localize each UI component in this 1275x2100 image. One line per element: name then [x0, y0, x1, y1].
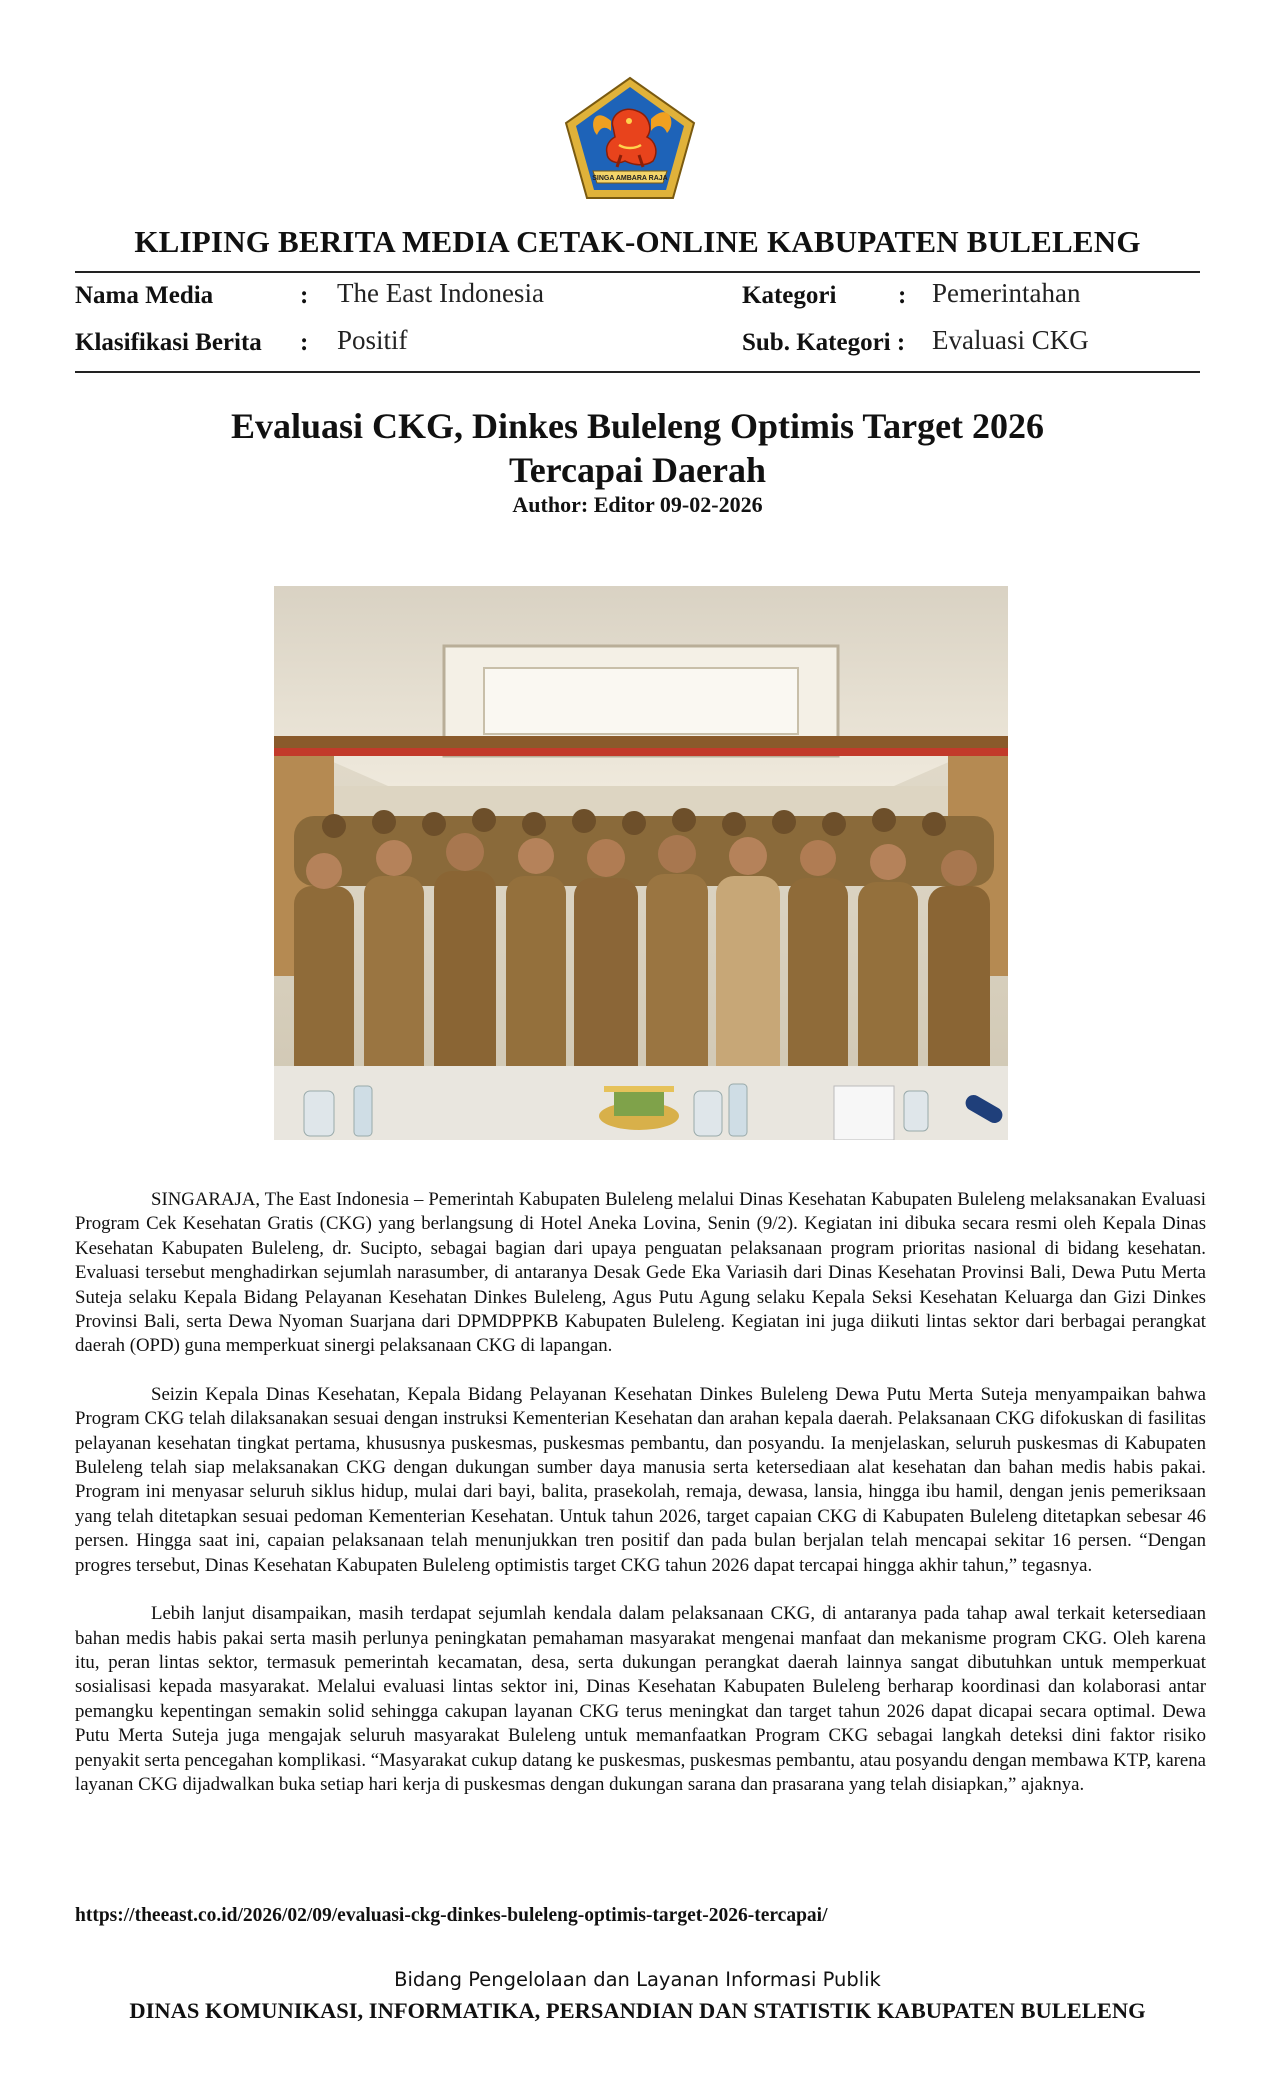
footer-agency-name: DINAS KOMUNIKASI, INFORMATIKA, PERSANDIAN DAN STATISTIK KABUPATEN BULELENG — [129, 1998, 1146, 2023]
news-classification-value: Positif — [337, 325, 408, 355]
media-name-colon: : — [300, 282, 309, 309]
singa-ambara-raja-emblem-icon — [563, 75, 697, 201]
svg-text:SINGA AMBARA RAJA: SINGA AMBARA RAJA — [592, 175, 668, 182]
article-title-line-2: Tercapai Daerah — [509, 450, 766, 490]
category-colon: : — [898, 282, 907, 309]
article-title-line-1: Evaluasi CKG, Dinkes Buleleng Optimis Target 2026 — [230, 406, 1045, 446]
article-body — [75, 1188, 1206, 1821]
footer-division-name: Bidang Pengelolaan dan Layanan Informasi Publik — [394, 1968, 881, 1991]
header-top-divider — [75, 271, 1200, 273]
news-classification-colon: : — [300, 329, 309, 356]
media-name-value: The East Indonesia — [337, 278, 544, 308]
article-source-url[interactable]: https://theeast.co.id/2026/02/09/evaluasi-ckg-dinkes-buleleng-optimis-target-2026-tercapai/ — [75, 1905, 828, 1926]
category-label: Kategori — [742, 282, 837, 309]
article-paragraph-2: Seizin Kepala Dinas Kesehatan, Kepala Bidang Pelayanan Kesehatan Dinkes Buleleng Dewa Putu Merta Suteja menyampaikan bahwa Program CKG telah dilaksanakan sesuai dengan instruksi Kementerian Kesehatan dan arahan kepala daerah. Pelaksanaan CKG difokuskan di fasilitas pelayanan kesehatan tingkat pertama, khususnya puskesmas, puskesmas pembantu, dan posyandu. Ia menjelaskan, seluruh puskesmas di Kabupaten Buleleng telah siap melaksanakan CKG dengan dukungan sumber daya manusia serta ketersediaan alat kesehatan dan bahan medis habis pakai. Program ini menyasar seluruh siklus hidup, mulai dari bayi, balita, prasekolah, remaja, dewasa, lansia, hingga ibu hamil, dengan jenis pemeriksaan yang telah ditetapkan sesuai pedoman Kementerian Kesehatan. Untuk tahun 2026, target capaian CKG di Kabupaten Buleleng ditetapkan sebesar 46 persen. Hingga saat ini, capaian pelaksanaan telah menunjukkan tren positif dan pada bulan berjalan telah mencapai sekitar 16 persen. “Dengan progres tersebut, Dinas Kesehatan Kabupaten Buleleng optimistis target CKG tahun 2026 dapat tercapai hingga akhir tahun,” tegasnya. — [75, 1383, 1206, 1576]
clipping-header-title: KLIPING BERITA MEDIA CETAK-ONLINE KABUPATEN BULELENG — [134, 224, 1141, 259]
group-photo-illustration — [274, 586, 1008, 1140]
category-value: Pemerintahan — [932, 278, 1081, 308]
article-photo — [274, 586, 1008, 1140]
media-name-label: Nama Media — [75, 282, 214, 309]
regency-logo — [563, 75, 697, 201]
header-bottom-divider — [75, 371, 1200, 373]
article-title — [140, 404, 1135, 492]
sub-category-value: Evaluasi CKG — [932, 325, 1089, 355]
sub-category-label: Sub. Kategori : — [742, 329, 906, 356]
article-author-date: Author: Editor 09-02-2026 — [512, 492, 763, 517]
article-paragraph-1: SINGARAJA, The East Indonesia – Pemerintah Kabupaten Buleleng melalui Dinas Kesehatan Kabupaten Buleleng melaksanakan Evaluasi Program Cek Kesehatan Gratis (CKG) yang berlangsung di Hotel Aneka Lovina, Senin (9/2). Kegiatan ini dibuka secara resmi oleh Kepala Dinas Kesehatan Kabupaten Buleleng, dr. Sucipto, sebagai bagian dari upaya penguatan pelaksanaan program prioritas nasional di bidang kesehatan. Evaluasi tersebut menghadirkan sejumlah narasumber, di antaranya Desak Gede Eka Variasih dari Dinas Kesehatan Provinsi Bali, Dewa Putu Merta Suteja selaku Kepala Bidang Pelayanan Kesehatan Dinkes Buleleng, Agus Putu Agung selaku Kepala Seksi Kesehatan Keluarga dan Gizi Dinkes Provinsi Bali, serta Dewa Nyoman Suarjana dari DPMDPPKB Kabupaten Buleleng. Kegiatan ini juga diikuti lintas sektor dari berbagai perangkat daerah (OPD) guna memperkuat sinergi pelaksanaan CKG di lapangan. — [75, 1189, 1206, 1357]
news-classification-label: Klasifikasi Berita — [75, 329, 262, 356]
article-paragraph-3: Lebih lanjut disampaikan, masih terdapat sejumlah kendala dalam pelaksanaan CKG, di antaranya pada tahap awal terkait ketersediaan bahan medis habis pakai serta masih perlunya peningkatan pemahaman masyarakat mengenai manfaat dan mekanisme program CKG. Oleh karena itu, peran lintas sektor, termasuk pemerintah kecamatan, desa, serta dukungan perangkat daerah lainnya sangat dibutuhkan untuk memperkuat sosialisasi kepada masyarakat. Melalui evaluasi lintas sektor ini, Dinas Kesehatan Kabupaten Buleleng berharap koordinasi dan kolaborasi antar pemangku kepentingan semakin solid sehingga cakupan layanan CKG terus meningkat dan target tahun 2026 dapat dicapai secara optimal. Dewa Putu Merta Suteja juga mengajak seluruh masyarakat Buleleng untuk memanfaatkan Program CKG sebagai langkah deteksi dini faktor risiko penyakit serta pencegahan komplikasi. “Masyarakat cukup datang ke puskesmas, puskesmas pembantu, atau posyandu dengan membawa KTP, karena layanan CKG dijadwalkan buka setiap hari kerja di puskesmas dengan dukungan sarana dan prasarana yang telah disiapkan,” ajaknya. — [75, 1603, 1206, 1795]
